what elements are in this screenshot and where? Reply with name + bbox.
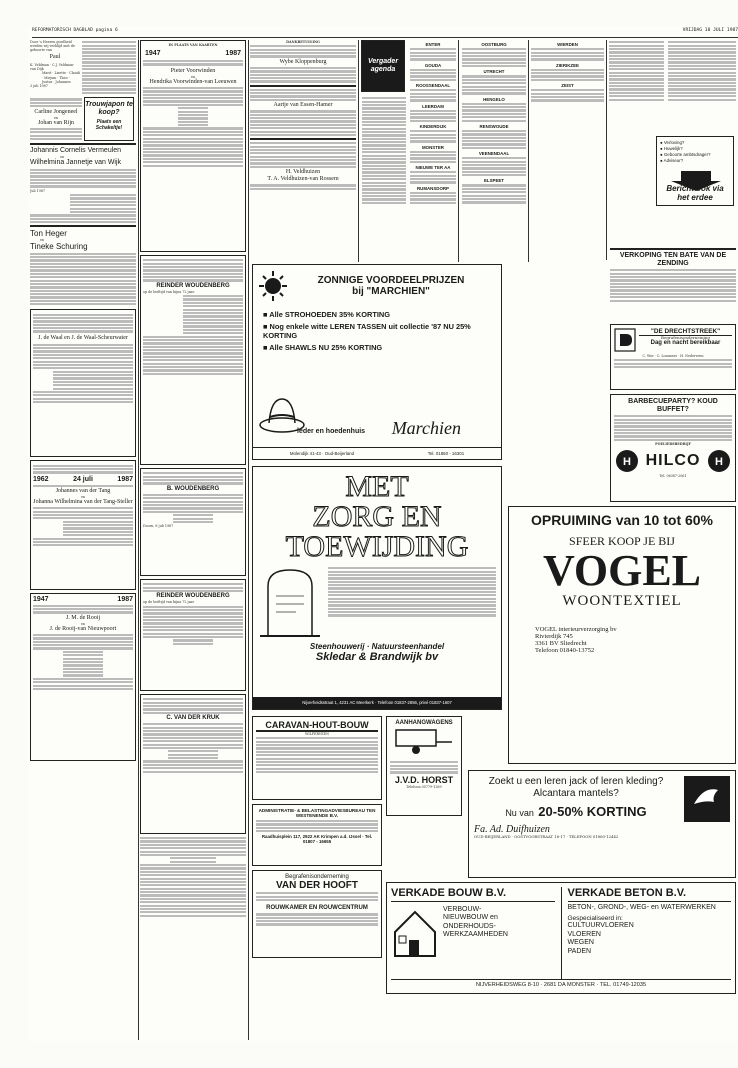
horst-title: AANHANGWAGENS [395, 720, 453, 726]
marchien-shop-name: leder en hoedenhuis [297, 428, 366, 435]
verkade-left-item: ONDERHOUDS- [443, 922, 496, 930]
svg-text:H: H [715, 456, 723, 469]
begrafenis-name: VAN DER HOOFT [275, 880, 359, 891]
birth-notice-text [82, 40, 136, 95]
marchien-subtitle: bij "MARCHIEN" [352, 285, 430, 297]
engagement-notice [30, 97, 82, 141]
caravan-ad [252, 716, 382, 800]
marchien-title: ZONNIGE VOORDEELPRIJZEN [317, 274, 465, 286]
anniv2-name-2: Johanna Wilhelmina van der Tang-Steller [33, 498, 133, 505]
anniversary-notice-1 [30, 309, 136, 457]
engaged-name-1: Carline Jongeneel [34, 108, 78, 115]
agenda-place: UTRECHT [483, 69, 505, 75]
caravan-sub: WILPERVEEN [305, 732, 329, 736]
leer-offer: 20-50% KORTING [538, 804, 647, 819]
caravan-title: CARAVAN-HOUT-BOUW [256, 720, 378, 732]
checkbox-icon: ● [660, 146, 664, 151]
agenda-place: ZEIST [561, 83, 574, 88]
marchien-offer-item [263, 322, 491, 340]
married2-name-2: Tineke Schuring [30, 242, 88, 252]
check-list-box [656, 136, 734, 206]
check-item-label: Verloving? [663, 140, 685, 145]
agenda-col-c [531, 40, 604, 262]
dank1-name: Wybe Kloppenburg [279, 58, 327, 65]
death-notice-4 [140, 694, 246, 834]
agenda-place: ENTER [425, 42, 441, 47]
vogel-brand: VOGEL [542, 546, 702, 595]
kaarten-title: IN PLAATS VAN KAARTEN [168, 43, 218, 47]
married1-name-2: Wilhelmina Jannetje van Wijk [30, 159, 122, 167]
drechtstreek-title: "DE DRECHTSTREEK" [639, 328, 732, 336]
vogel-sub: SFEER KOOP JE BIJ [569, 534, 675, 548]
verkade-left-item: VERBOUW- [443, 906, 482, 913]
checkbox-icon: ● [660, 158, 664, 163]
agenda-place: RENSWOUDE [479, 123, 509, 129]
hilco-phone: Tel. 06387-2061 [659, 474, 687, 479]
skledar-brandwijk-ad [252, 466, 502, 710]
trouwjapon-ad [84, 97, 134, 141]
vogel-address-2: 3361 BV Sliedrecht [535, 640, 587, 647]
dank3-name: H. Veldhuizen [285, 169, 321, 176]
place-date: Doorn, 8 juli 1987 [143, 524, 174, 529]
kaarten-name-1: Pieter Voorwinden [170, 67, 216, 74]
drechtstreek-sub1: Begrafenisonderneming [661, 335, 710, 340]
verkoping-notice [610, 248, 736, 318]
column-1 [30, 40, 136, 1040]
anniv2-name-1: Johannes van der Tang [55, 487, 111, 494]
dank1-title: DANKBETUIGING [286, 40, 320, 44]
bullet-icon: ■ [263, 310, 270, 319]
vogel-offer: OPRUIMING van 10 tot 60% [530, 512, 714, 528]
agenda-place: ELSPEET [483, 178, 504, 184]
agenda-place: HENGELO [483, 96, 505, 102]
anniv3-en: en [80, 621, 86, 626]
verkade-left-title: VERKADE BOUW B.V. [391, 887, 555, 902]
column-3 [250, 40, 356, 262]
agenda-place: ROOSSENDAAL [415, 83, 451, 88]
bedrijf4-name: C. VAN DER KRUK [166, 715, 220, 722]
vogel-telephone: Telefoon 01840-13752 [535, 647, 595, 654]
admin-ad [252, 804, 382, 866]
agenda-col-a [410, 40, 456, 262]
horst-telephone: Telefoon 05779-1289 [406, 784, 442, 789]
drechtstreek-sub2: Dag en nacht bereikbaar [650, 340, 721, 347]
verkade-left-item: NIEUWBOUW en [443, 914, 498, 922]
hilco-ad [610, 394, 736, 502]
zorg-name: Skledar & Brandwijk bv [315, 651, 439, 663]
death-notice-2 [140, 468, 246, 576]
anniv1-name: J. de Waal en J. de Waal-Scheurwater [38, 334, 128, 341]
checkbox-icon: ● [660, 152, 664, 157]
kaarten-year-1: 1947 [145, 50, 161, 58]
page-header [32, 28, 738, 38]
column-rule [138, 40, 139, 1040]
kaarten-en: en [190, 74, 196, 79]
newspaper-page [28, 26, 738, 1041]
married2-en: en [40, 238, 45, 243]
vergader-agenda-logo [361, 40, 405, 92]
hilco-sub: POELIERSBEDRIJF [655, 442, 691, 447]
marchien-offer-label: Alle STROHOEDEN 35% KORTING [269, 310, 390, 319]
marchien-ad [252, 264, 502, 460]
verkade-specialty-item: PADEN [567, 947, 592, 955]
marchien-offer-label: Alle SHAWLS NU 25% KORTING [269, 343, 383, 352]
birth-intro: Door 's Heeren goedheid werden wij verblijd met de geboorte van [30, 40, 75, 53]
hilco-logo-icon [614, 448, 640, 474]
birth-parents: K. Veldman · C.J. Veldman-van Dijk [30, 63, 75, 72]
svg-text:H: H [623, 456, 631, 469]
sun-icon [259, 271, 287, 301]
verkade-specialty-item: CULTUURVLOEREN [567, 922, 634, 930]
agenda-place: ZIERIKZEE [556, 62, 579, 68]
column-rule [358, 40, 359, 262]
kaarten-name-2: Hendrika Voorwinden-van Leeuwen [149, 78, 237, 85]
verkade-ad [386, 882, 736, 994]
column-rule [528, 40, 529, 262]
verkoping-title: VERKOPING TEN BATE VAN DE ZENDING [610, 248, 736, 268]
zorg-line-3: TOEWIJDING [285, 530, 469, 563]
married1-en: en [60, 155, 65, 160]
bullet-icon: ■ [263, 322, 270, 331]
dove-icon [684, 776, 730, 822]
zorg-line-2: ZORG EN [312, 500, 442, 533]
drechtstreek-ad [610, 324, 736, 390]
trouwjapon-sub: Plaats een Schakeltje! [95, 119, 123, 132]
dank2-name: Aartje van Essen-Hamer [273, 102, 333, 109]
zorg-brand: Steenhouwerij · Natuursteenhandel [309, 642, 445, 651]
admin-address: Raadhuisplein 117, 2922 AK Krimpen a.d. IJssel · Tel. 01807 - 16655 [261, 833, 373, 844]
duifhuizen-logo [684, 776, 730, 822]
engaged-name-2: Johan van Rijn [38, 119, 74, 126]
horst-ad [386, 716, 462, 816]
drechtstreek-logo-icon [614, 328, 636, 352]
marchien-offer-item [263, 343, 491, 352]
hilco-brand: HILCO [645, 452, 701, 470]
vogel-ad [508, 506, 736, 764]
check-list-item [660, 158, 730, 164]
verkade-left-item: WERKZAAMHEDEN [443, 931, 508, 939]
gravestone-illustration [258, 566, 322, 638]
marriage-notice-2 [30, 229, 136, 305]
bedrijf1-sub: op de leeftijd van bijna 72 jaar. [143, 289, 195, 294]
death-notice-3 [140, 579, 246, 691]
kaarten-year-2: 1987 [225, 50, 241, 58]
agenda-place: GOUDA [424, 62, 442, 68]
verkade-specialty-item: VLOEREN [567, 930, 601, 938]
agenda-place: LEERDAM [422, 103, 444, 109]
anniv2-year-2: 1987 [117, 475, 133, 483]
anniv3-name-2: J. de Rooij-van Nieuwpoort [49, 625, 117, 632]
anniversary-notice-2 [30, 460, 136, 590]
admin-title: ADMINISTRATIE- & BELASTINGADVIESBUREAU TEN WESTENENDE B.V. [258, 808, 376, 819]
marriage-notice-1 [30, 147, 136, 223]
marchien-phone: Tel. 01860 - 16301 [427, 451, 465, 456]
column-rule [458, 40, 459, 262]
leer-address: OUD-BEIJERLAND · OOSTVOORSTRAAT 16-17 · TELEFOON 01860-12442 [474, 834, 619, 839]
house-illustration [391, 906, 439, 960]
vogel-address-1: Rivierdijk 745 [535, 633, 573, 640]
married1-date: Juli 1987 [30, 188, 45, 193]
agenda-col-b [462, 40, 526, 262]
hilco-logo-icon-2 [706, 448, 732, 474]
bedrijf3-name: REINDER WOUDENBERG [156, 593, 230, 600]
verkade-right-title: VERKADE BETON B.V. [568, 887, 732, 902]
birth-siblings: Marit · Lisette · Claudi · Mirjam · Theo · Justus · Johannes [42, 71, 80, 84]
begrafenis-title: Begrafenisonderneming [285, 874, 349, 880]
zorg-address: Nijverheidsstraat 1, 4231 AC Meerkerk · Telefoon 01837-2856, privé 01837-1607 [253, 697, 501, 709]
verkade-specialty-item: WEGEN [567, 939, 594, 947]
agenda-place: VEENENDAAL [478, 151, 510, 156]
agenda-place: KINDERDIJK [419, 124, 447, 129]
anniv2-year-1: 1962 [33, 475, 49, 483]
duifhuizen-ad [468, 770, 736, 878]
dank3-name-2: T. A. Veldhuizen-van Rossem [267, 176, 339, 183]
bedrijf3-sub: op de leeftijd van bijna 72 jaar [143, 600, 195, 605]
anniv3-year-2: 1987 [117, 596, 133, 604]
in-plaats-van-kaarten-notice [140, 40, 246, 252]
trailer-icon [390, 726, 456, 756]
anniv2-en: en [80, 494, 86, 499]
hilco-title: BARBECUEPARTY? KOUD BUFFET? [628, 398, 718, 413]
drechtstreek-people: C. Wor · C. Lommers · H. Nederveen [642, 354, 704, 358]
column-2 [140, 40, 246, 1040]
column-2-footer-text [140, 837, 246, 917]
begrafenis-ad [252, 870, 382, 958]
married1-name-1: Johannis Cornelis Vermeulen [30, 147, 122, 155]
agenda-place: MONSTER [422, 144, 444, 150]
horst-name: J.V.D. HORST [394, 774, 454, 785]
bullet-icon: ■ [263, 343, 270, 352]
marchien-address: Molendijk 41-43 · Oud-Beijerland [289, 451, 355, 456]
column-rule [248, 40, 249, 1040]
marchien-brand: Marchien [391, 418, 461, 438]
anniv3-year-1: 1947 [33, 596, 49, 604]
bedrijf2-name: B. WOUDENBERG [166, 485, 220, 492]
agenda-place: RUMANSDORP [417, 185, 449, 191]
vogel-subbrand: WOONTEXTIEL [562, 593, 682, 609]
trouwjapon-title: Trouwjapon te koop? [85, 101, 133, 117]
anniv2-date: 24 juli [73, 475, 93, 483]
anniv3-name-1: J. M. de Rooij [65, 614, 101, 621]
header-right: VRIJDAG 10 JULI 1987 [682, 28, 738, 33]
birth-notice [30, 40, 80, 95]
agenda-place: WIERDEN [557, 42, 578, 47]
leer-prefix: Nu van [505, 808, 534, 818]
married2-name-1: Ton Heger [30, 229, 67, 239]
verkade-right-item: BETON-, GROND-, WEG- en WATERWERKEN [567, 904, 716, 911]
check-item-label: Geboorte ambtsdrager? [663, 152, 711, 157]
vergader-logo-text: Vergader agenda [367, 58, 399, 73]
death-notice-1 [140, 255, 246, 465]
checkbox-icon: ● [660, 140, 664, 145]
verkade-right-special: Gespecialiseerd in: [567, 915, 623, 923]
marchien-offer-label: Nog enkele witte LEREN TASSEN uit collectie '87 NU 25% KORTING [263, 322, 471, 340]
verkade-footer: NIJVERHEIDSWEG 8-10 · 2681 DA MONSTER · TEL. 01749-12035 [391, 979, 731, 988]
agenda-left [362, 96, 406, 261]
zorg-line-1: MET [345, 470, 409, 503]
agenda-place: OOSTBURG [481, 42, 507, 47]
column-rule [606, 40, 607, 260]
birth-date: 3 juli 1987 [30, 83, 48, 88]
header-left: REFORMATORISCH DAGBLAD pagina 6 [32, 28, 118, 33]
engaged-en: en [53, 115, 59, 120]
leer-company: Fa. Ad. Duifhuizen [474, 824, 550, 835]
leer-title: Zoekt u een leren jack of leren kleding? Alcantara mantels? [488, 776, 664, 799]
birth-name: Paul [49, 54, 61, 61]
agenda-place: NIEUWE TER AA [415, 165, 451, 170]
bedrijf1-name: REINDER WOUDENBERG [156, 282, 230, 289]
rouw-title: ROUWKAMER EN ROUWCENTRUM [266, 905, 368, 912]
marchien-offer-item [263, 310, 491, 319]
check-item-label: Adviseur? [663, 158, 684, 163]
anniversary-notice-3 [30, 593, 136, 761]
vogel-company: VOGEL interieurverzorging bv [535, 626, 617, 633]
check-title: Bericht ook via het erdee [666, 184, 724, 202]
check-item-label: Huwelijk? [663, 146, 683, 151]
